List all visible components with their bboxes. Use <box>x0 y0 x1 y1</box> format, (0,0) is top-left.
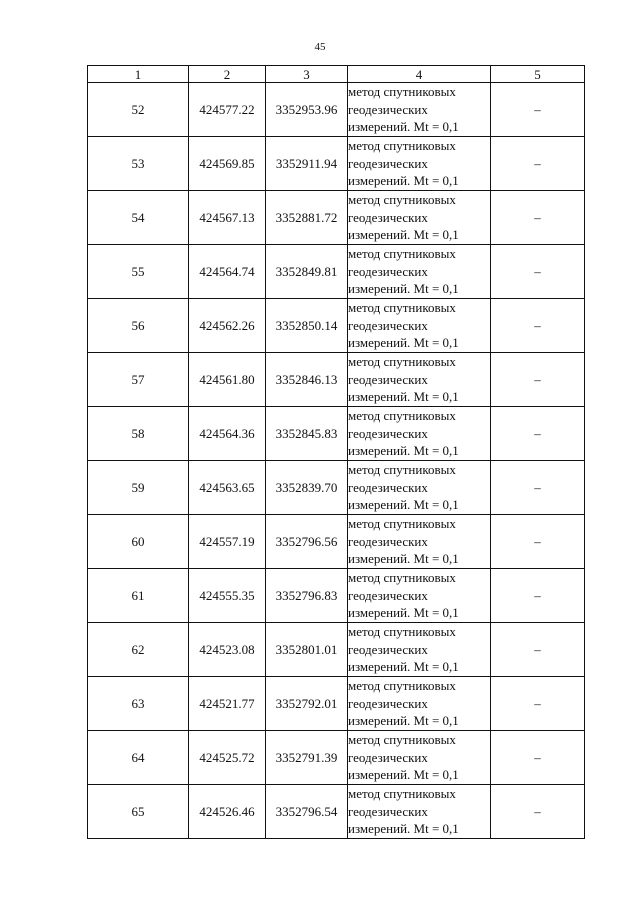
x-coordinate-cell: 424521.77 <box>189 677 266 731</box>
y-coordinate-cell: 3352845.83 <box>266 407 348 461</box>
method-cell <box>348 245 491 299</box>
method-line: измерений. Mt = 0,1 <box>348 767 459 783</box>
note-cell: – <box>491 137 585 191</box>
method-line: измерений. Mt = 0,1 <box>348 659 459 675</box>
method-cell <box>348 353 491 407</box>
x-coordinate-cell: 424525.72 <box>189 731 266 785</box>
point-number-cell: 52 <box>88 83 189 137</box>
table-row <box>88 407 585 461</box>
method-line: измерений. Mt = 0,1 <box>348 227 459 243</box>
note-cell: – <box>491 83 585 137</box>
method-line: метод спутниковых <box>348 408 456 424</box>
point-number-cell: 55 <box>88 245 189 299</box>
column-header-1: 1 <box>88 66 189 83</box>
note-cell: – <box>491 245 585 299</box>
method-line: измерений. Mt = 0,1 <box>348 281 459 297</box>
table-row <box>88 353 585 407</box>
coordinates-table <box>87 65 585 839</box>
y-coordinate-cell: 3352796.56 <box>266 515 348 569</box>
method-cell <box>348 569 491 623</box>
column-header-4: 4 <box>348 66 491 83</box>
method-line: метод спутниковых <box>348 570 456 586</box>
x-coordinate-cell: 424577.22 <box>189 83 266 137</box>
method-line: геодезических <box>348 209 428 225</box>
method-line: измерений. Mt = 0,1 <box>348 443 459 459</box>
method-line: метод спутниковых <box>348 246 456 262</box>
y-coordinate-cell: 3352953.96 <box>266 83 348 137</box>
column-header-3: 3 <box>266 66 348 83</box>
table-row <box>88 461 585 515</box>
method-cell <box>348 407 491 461</box>
method-line: измерений. Mt = 0,1 <box>348 173 459 189</box>
point-number-cell: 60 <box>88 515 189 569</box>
point-number-cell: 65 <box>88 785 189 839</box>
method-line: геодезических <box>348 749 428 765</box>
method-line: метод спутниковых <box>348 516 456 532</box>
y-coordinate-cell: 3352796.83 <box>266 569 348 623</box>
point-number-cell: 64 <box>88 731 189 785</box>
table-row <box>88 785 585 839</box>
method-line: измерений. Mt = 0,1 <box>348 713 459 729</box>
x-coordinate-cell: 424569.85 <box>189 137 266 191</box>
method-line: геодезических <box>348 155 428 171</box>
y-coordinate-cell: 3352839.70 <box>266 461 348 515</box>
table-body <box>88 83 585 839</box>
method-line: геодезических <box>348 317 428 333</box>
method-cell <box>348 299 491 353</box>
method-line: геодезических <box>348 533 428 549</box>
point-number-cell: 56 <box>88 299 189 353</box>
y-coordinate-cell: 3352791.39 <box>266 731 348 785</box>
method-line: геодезических <box>348 479 428 495</box>
method-line: метод спутниковых <box>348 786 456 802</box>
x-coordinate-cell: 424523.08 <box>189 623 266 677</box>
method-line: измерений. Mt = 0,1 <box>348 605 459 621</box>
x-coordinate-cell: 424567.13 <box>189 191 266 245</box>
method-cell <box>348 785 491 839</box>
table-row <box>88 299 585 353</box>
method-line: геодезических <box>348 425 428 441</box>
note-cell: – <box>491 731 585 785</box>
method-line: измерений. Mt = 0,1 <box>348 821 459 837</box>
method-cell <box>348 137 491 191</box>
method-line: геодезических <box>348 101 428 117</box>
column-header-2: 2 <box>189 66 266 83</box>
method-line: геодезических <box>348 641 428 657</box>
method-line: измерений. Mt = 0,1 <box>348 119 459 135</box>
x-coordinate-cell: 424562.26 <box>189 299 266 353</box>
method-line: метод спутниковых <box>348 84 456 100</box>
point-number-cell: 57 <box>88 353 189 407</box>
method-line: метод спутниковых <box>348 732 456 748</box>
y-coordinate-cell: 3352846.13 <box>266 353 348 407</box>
method-line: геодезических <box>348 803 428 819</box>
table-row <box>88 569 585 623</box>
method-line: метод спутниковых <box>348 624 456 640</box>
note-cell: – <box>491 407 585 461</box>
method-line: геодезических <box>348 695 428 711</box>
x-coordinate-cell: 424563.65 <box>189 461 266 515</box>
note-cell: – <box>491 299 585 353</box>
table-row <box>88 245 585 299</box>
point-number-cell: 58 <box>88 407 189 461</box>
note-cell: – <box>491 353 585 407</box>
point-number-cell: 54 <box>88 191 189 245</box>
method-cell <box>348 83 491 137</box>
y-coordinate-cell: 3352911.94 <box>266 137 348 191</box>
header-row <box>88 66 585 83</box>
method-line: метод спутниковых <box>348 300 456 316</box>
method-line: метод спутниковых <box>348 354 456 370</box>
method-line: измерений. Mt = 0,1 <box>348 335 459 351</box>
y-coordinate-cell: 3352792.01 <box>266 677 348 731</box>
y-coordinate-cell: 3352801.01 <box>266 623 348 677</box>
note-cell: – <box>491 623 585 677</box>
method-cell <box>348 677 491 731</box>
x-coordinate-cell: 424555.35 <box>189 569 266 623</box>
note-cell: – <box>491 461 585 515</box>
x-coordinate-cell: 424557.19 <box>189 515 266 569</box>
method-cell <box>348 515 491 569</box>
method-line: геодезических <box>348 587 428 603</box>
table-row <box>88 191 585 245</box>
x-coordinate-cell: 424526.46 <box>189 785 266 839</box>
method-line: метод спутниковых <box>348 138 456 154</box>
note-cell: – <box>491 191 585 245</box>
note-cell: – <box>491 785 585 839</box>
point-number-cell: 62 <box>88 623 189 677</box>
method-line: геодезических <box>348 263 428 279</box>
method-cell <box>348 191 491 245</box>
method-line: метод спутниковых <box>348 678 456 694</box>
note-cell: – <box>491 569 585 623</box>
method-cell <box>348 731 491 785</box>
column-header-5: 5 <box>491 66 585 83</box>
method-cell <box>348 461 491 515</box>
method-line: измерений. Mt = 0,1 <box>348 551 459 567</box>
method-line: измерений. Mt = 0,1 <box>348 497 459 513</box>
table-row <box>88 677 585 731</box>
method-line: метод спутниковых <box>348 192 456 208</box>
method-line: измерений. Mt = 0,1 <box>348 389 459 405</box>
y-coordinate-cell: 3352849.81 <box>266 245 348 299</box>
y-coordinate-cell: 3352796.54 <box>266 785 348 839</box>
table-row <box>88 731 585 785</box>
table-row <box>88 623 585 677</box>
note-cell: – <box>491 677 585 731</box>
page-number: 45 <box>314 41 326 53</box>
y-coordinate-cell: 3352881.72 <box>266 191 348 245</box>
note-cell: – <box>491 515 585 569</box>
x-coordinate-cell: 424564.36 <box>189 407 266 461</box>
point-number-cell: 59 <box>88 461 189 515</box>
table-row <box>88 137 585 191</box>
table-row <box>88 83 585 137</box>
method-line: геодезических <box>348 371 428 387</box>
x-coordinate-cell: 424561.80 <box>189 353 266 407</box>
table-row <box>88 515 585 569</box>
x-coordinate-cell: 424564.74 <box>189 245 266 299</box>
point-number-cell: 63 <box>88 677 189 731</box>
y-coordinate-cell: 3352850.14 <box>266 299 348 353</box>
point-number-cell: 53 <box>88 137 189 191</box>
method-cell <box>348 623 491 677</box>
point-number-cell: 61 <box>88 569 189 623</box>
method-line: метод спутниковых <box>348 462 456 478</box>
